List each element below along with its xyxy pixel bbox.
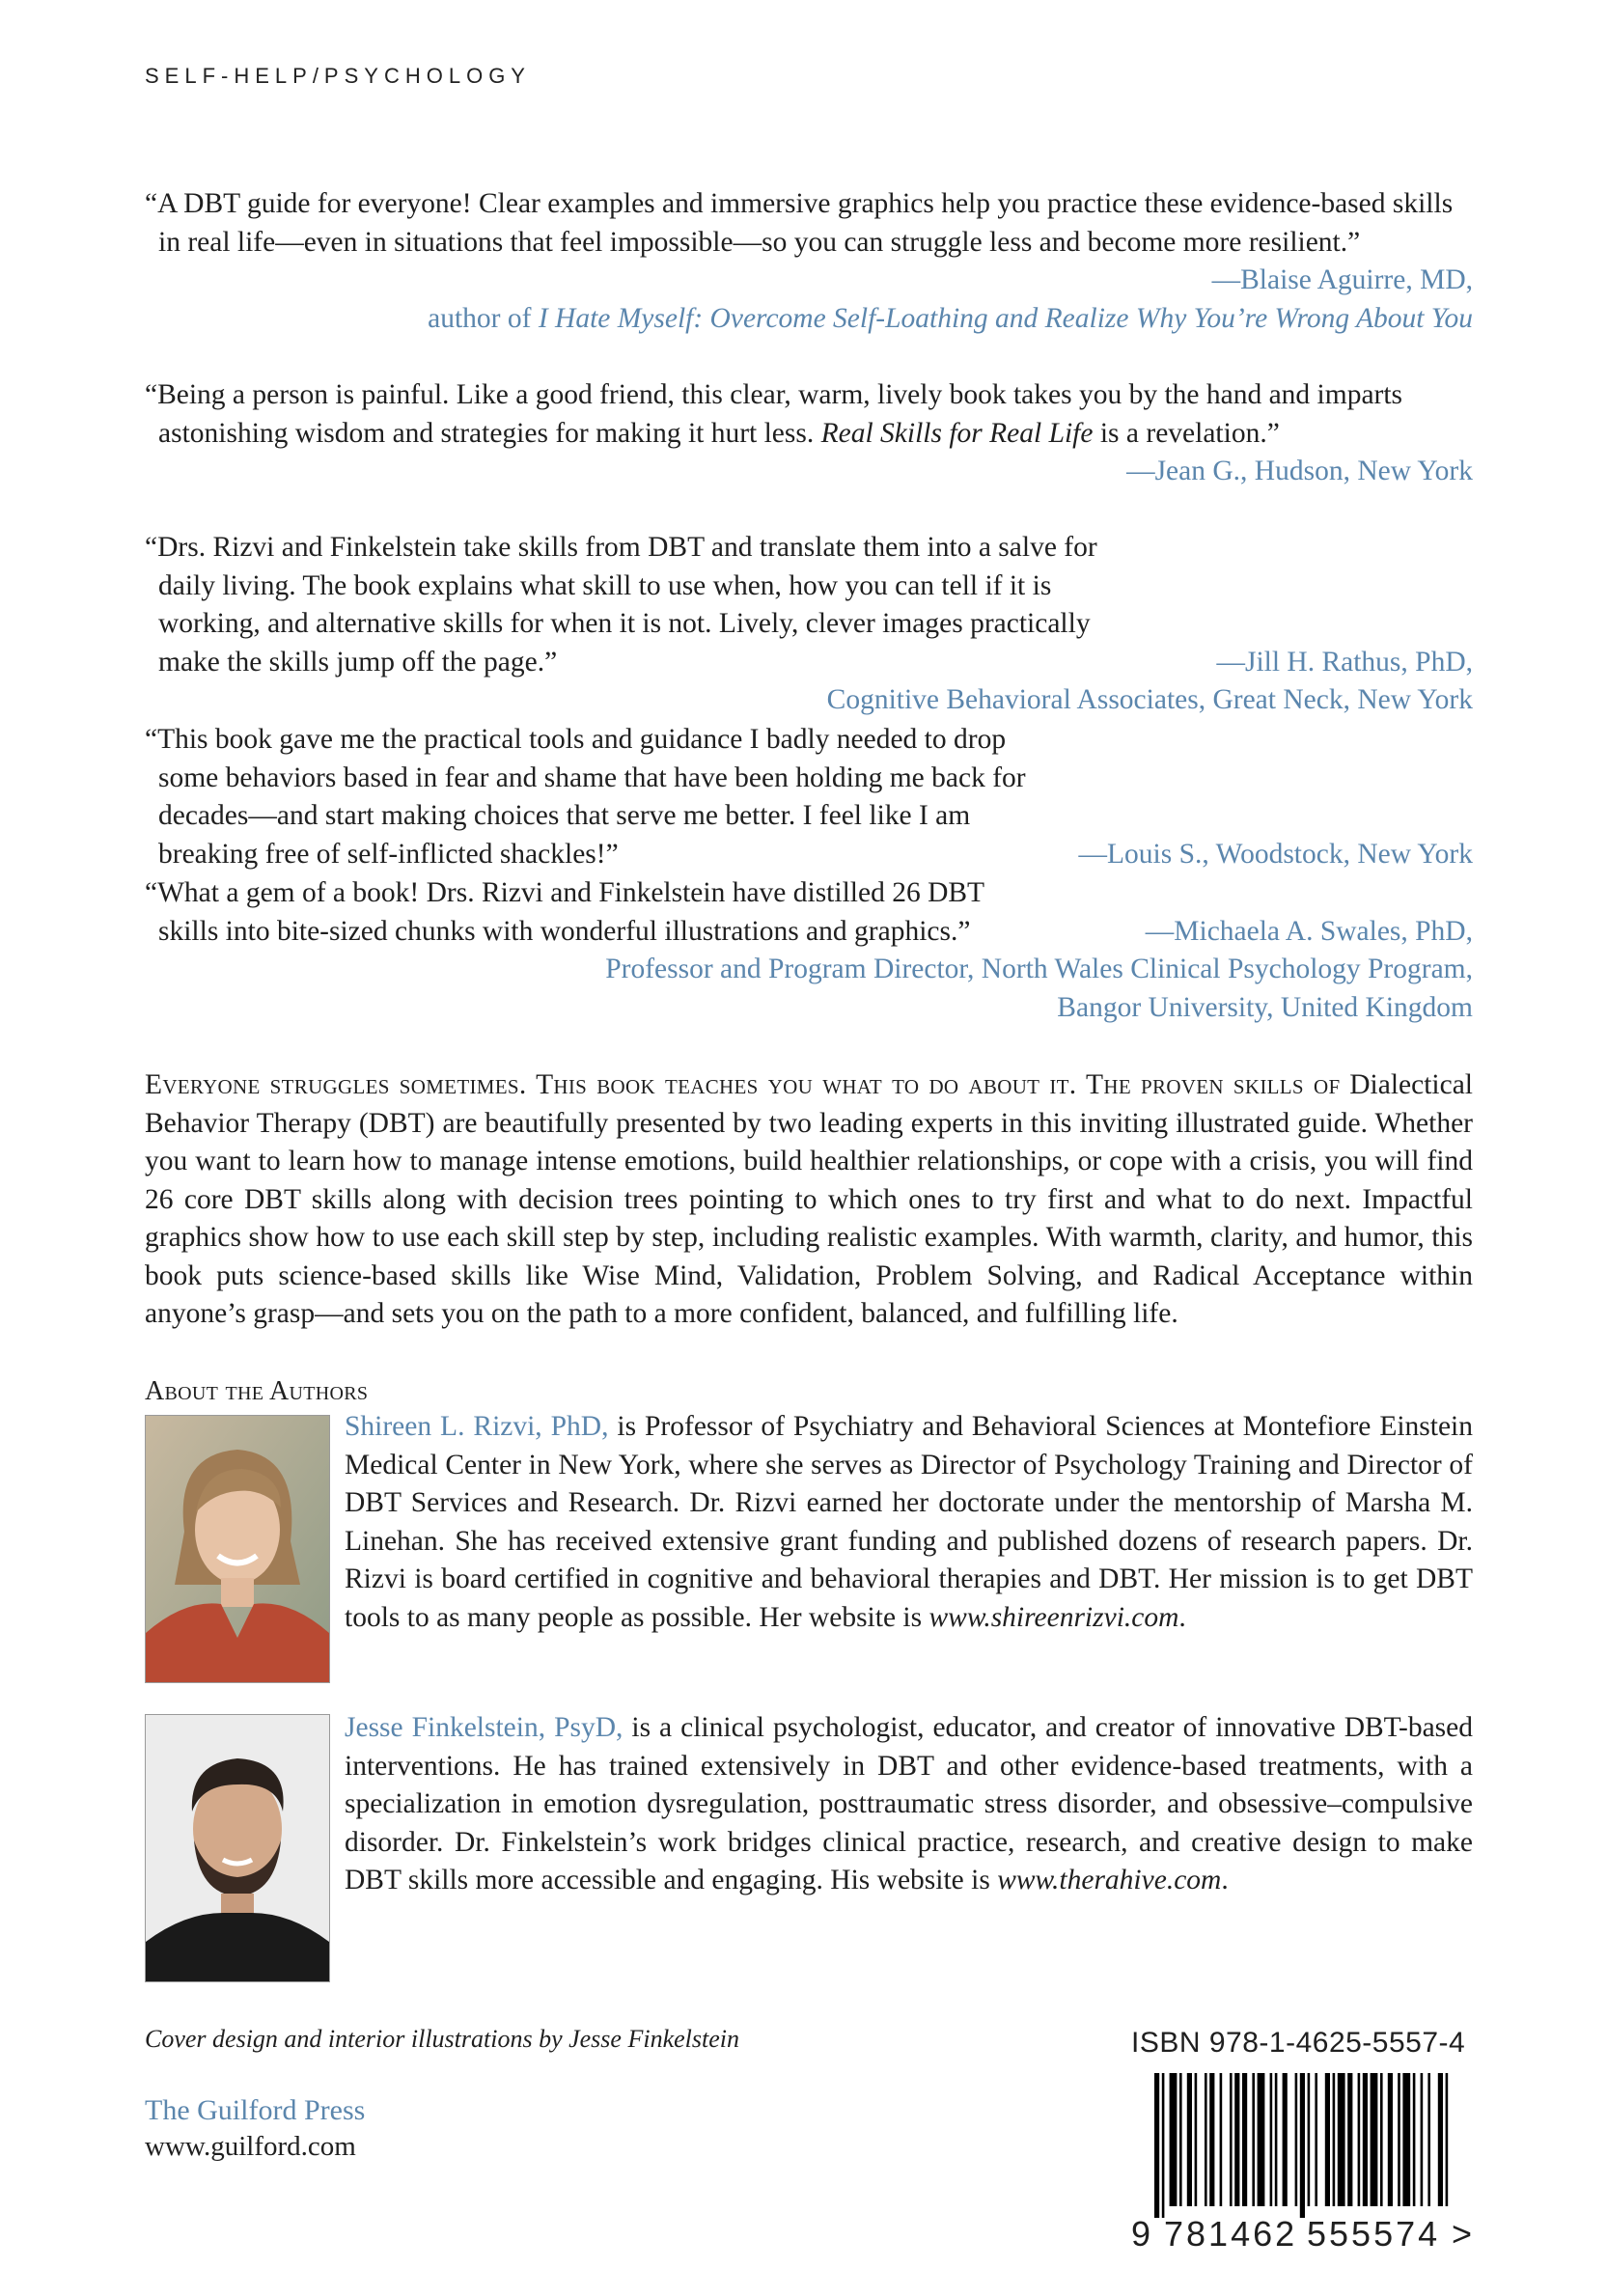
author-website-link[interactable]: www.therahive.com	[997, 1865, 1222, 1895]
barcode-digits-right: 555574	[1307, 2214, 1441, 2254]
blurb-text: “What a gem of a book! Drs. Rizvi and Finkelstein have distilled 26 DBT skills into bite-sized chunks with wonderful illustrations and graphics.”	[145, 877, 984, 947]
barcode-bar	[1300, 2073, 1305, 2218]
author-bio-text: is a clinical psychologist, educator, and creator of innovative DBT-based interventions. He has trained extensively in DBT and other evidence-based treatments, with a specialization in emotion dysregulation, posttraumatic stress disorder, and obsessive–compulsive disorder. Dr. Finkelstein’s work bridges clinical practice, research, and creative design to make DBT skills more accessible and engaging. His website is	[345, 1712, 1473, 1895]
blurb-attribution-affiliation: Professor and Program Director, North Wales Clinical Psychology Program,	[605, 954, 1473, 984]
barcode-bar	[1347, 2073, 1352, 2206]
author-bio-text: is Professor of Psychiatry and Behavioral Sciences at Montefiore Einstein Medical Center in New York, where she serves as Director of Psychology Training and Director of DBT Services and Research. Dr. Rizvi earned her doctorate under the mentorship of Marsha M. Linehan. She has received extensive grant funding and published dozens of research papers. Dr. Rizvi is board certified in cognitive and behavioral therapies and DBT. Her mission is to get DBT tools to as many people as possible. Her website is	[345, 1411, 1474, 1633]
barcode-lead-digit: 9	[1131, 2214, 1151, 2254]
barcode-bar	[1421, 2073, 1424, 2206]
author-bio-end: .	[1178, 1601, 1186, 1633]
author-bio-end: .	[1221, 1865, 1229, 1895]
barcode-bar	[1398, 2073, 1400, 2206]
barcode-bar	[1230, 2073, 1233, 2206]
barcode-bar	[1205, 2073, 1207, 2206]
blurb-attribution: —Jill H. Rathus, PhD,	[1216, 646, 1473, 678]
category-label: SELF-HELP/PSYCHOLOGY	[145, 64, 531, 88]
cover-design-credit: Cover design and interior illustrations by Jesse Finkelstein	[145, 2025, 739, 2053]
barcode-bar	[1388, 2073, 1393, 2206]
barcode-bar	[1333, 2073, 1336, 2206]
author-website-link[interactable]: www.shireenrizvi.com	[928, 1601, 1179, 1633]
blurb-attribution: —Louis S., Woodstock, New York	[1078, 838, 1473, 870]
barcode-digits-left: 781462	[1164, 2214, 1298, 2254]
author-portrait-image	[146, 1416, 329, 1682]
barcode-bar	[1270, 2073, 1273, 2206]
blurb-text: “Drs. Rizvi and Finkelstein take skills from DBT and translate them into a salve for daily living. The book explains what skill to use when, how you can tell if it is working, and alternative skills for when it is not. Lively, clever images practically make the skills jump off the page.”	[145, 532, 1097, 678]
barcode-bar	[1402, 2073, 1410, 2206]
barcode-bar	[1252, 2073, 1255, 2206]
barcode-bar	[1438, 2073, 1443, 2206]
barcode-bar	[1242, 2073, 1247, 2206]
barcode-bar	[1325, 2073, 1330, 2206]
blurb-louis	[145, 721, 1473, 873]
blurb-attribution: —Jean G., Hudson, New York	[1126, 456, 1473, 486]
barcode-bar	[1371, 2073, 1378, 2206]
blurb-attribution-affiliation: Cognitive Behavioral Associates, Great Neck, New York	[826, 684, 1473, 715]
barcode-bar	[1179, 2073, 1182, 2206]
barcode-bar	[1295, 2073, 1298, 2206]
blurb-rathus	[145, 529, 1473, 720]
barcode-end-mark: >	[1452, 2214, 1473, 2254]
barcode-bar	[1315, 2073, 1317, 2206]
isbn-label: ISBN 978-1-4625-5557-4	[1131, 2027, 1466, 2059]
blurb-attribution-book	[145, 300, 1473, 339]
barcode-bar	[1308, 2073, 1311, 2206]
barcode-bar	[1338, 2073, 1345, 2206]
blurb-swales	[145, 874, 1473, 1027]
barcode-bar	[1413, 2073, 1416, 2206]
author-portrait-image	[146, 1715, 329, 1981]
description-lead: Everyone struggles sometimes. This book teaches you what to do about it. The proven skills of	[145, 1069, 1341, 1100]
barcode-bar	[1220, 2073, 1223, 2206]
blurb-attribution: —Michaela A. Swales, PhD,	[1145, 915, 1473, 947]
author-name: Jesse Finkelstein, PsyD,	[345, 1712, 623, 1743]
blurb-text: “A DBT guide for everyone! Clear examples and immersive graphics help you practice these evidence-based skills in real life—even in situations that feel impossible—so you can struggle less and become more resilient.”	[145, 188, 1454, 258]
author-name: Shireen L. Rizvi, PhD,	[345, 1411, 609, 1442]
barcode-bar	[1446, 2073, 1449, 2206]
barcode-bar	[1363, 2073, 1368, 2206]
blurb-text	[145, 376, 1473, 453]
barcode-bar	[1209, 2073, 1214, 2206]
barcode-bar	[1234, 2073, 1239, 2206]
book-description	[145, 1066, 1473, 1334]
blurb-attribution-affiliation: Bangor University, United Kingdom	[1057, 991, 1473, 1023]
book-title: I Hate Myself: Overcome Self-Loathing and Realize Why You’re Wrong About You	[538, 302, 1473, 334]
author-bio-rizvi	[345, 1408, 1473, 1637]
publisher-website-link[interactable]: www.guilford.com	[145, 2131, 356, 2162]
author-photo-finkelstein	[145, 1714, 330, 1982]
blurb-attribution: —Blaise Aguirre, MD,	[1211, 264, 1473, 295]
isbn-barcode	[1131, 2073, 1479, 2266]
barcode-bar	[1427, 2073, 1430, 2206]
barcode-bar	[1162, 2073, 1165, 2218]
blurb-jean	[145, 376, 1473, 491]
about-authors-heading: About the Authors	[145, 1376, 369, 1406]
publisher-name: The Guilford Press	[145, 2094, 366, 2126]
barcode-bar	[1275, 2073, 1278, 2206]
blurb-text-part: is a revelation.”	[1093, 417, 1280, 449]
barcode-bar	[1154, 2073, 1159, 2218]
blurb-aguirre	[145, 185, 1473, 338]
blurb-text-part: “Being a person is painful. Like a good friend, this clear, warm, lively book takes you by the hand and imparts astonishing wisdom and strategies for making it hurt less.	[145, 379, 1403, 449]
author-bio-finkelstein	[345, 1709, 1473, 1900]
barcode-bar	[1170, 2073, 1178, 2206]
blurb-text: “This book gave me the practical tools and guidance I badly needed to drop some behaviors based in fear and shame that have been holding me back for decades—and start making choices that serve me better. I feel like I am breaking free of self-inflicted shackles!”	[145, 724, 1026, 870]
barcode-bar	[1283, 2073, 1288, 2206]
attribution-prefix: author of	[428, 302, 539, 334]
barcode-bar	[1258, 2073, 1265, 2206]
barcode-bar	[1358, 2073, 1361, 2206]
barcode-bar	[1195, 2073, 1198, 2206]
barcode-bar	[1380, 2073, 1383, 2206]
description-body: Dialectical Behavior Therapy (DBT) are beautifully presented by two leading experts in this inviting illustrated guide. Whether you want to learn how to manage intense emotions, build healthier relationships, or cope with a crisis, you will find 26 core DBT skills along with decision trees pointing to which ones to try first and what to do next. Impactful graphics show how to use each skill step by step, including realistic examples. With warmth, clarity, and humor, this book puts science-based skills like Wise Mind, Validation, Problem Solving, and Radical Acceptance within anyone’s grasp—and sets you on the path to a more confident, balanced, and fulfilling life.	[145, 1069, 1473, 1329]
barcode-bar	[1187, 2073, 1192, 2206]
author-photo-rizvi	[145, 1415, 330, 1683]
book-title: Real Skills for Real Life	[820, 417, 1094, 449]
